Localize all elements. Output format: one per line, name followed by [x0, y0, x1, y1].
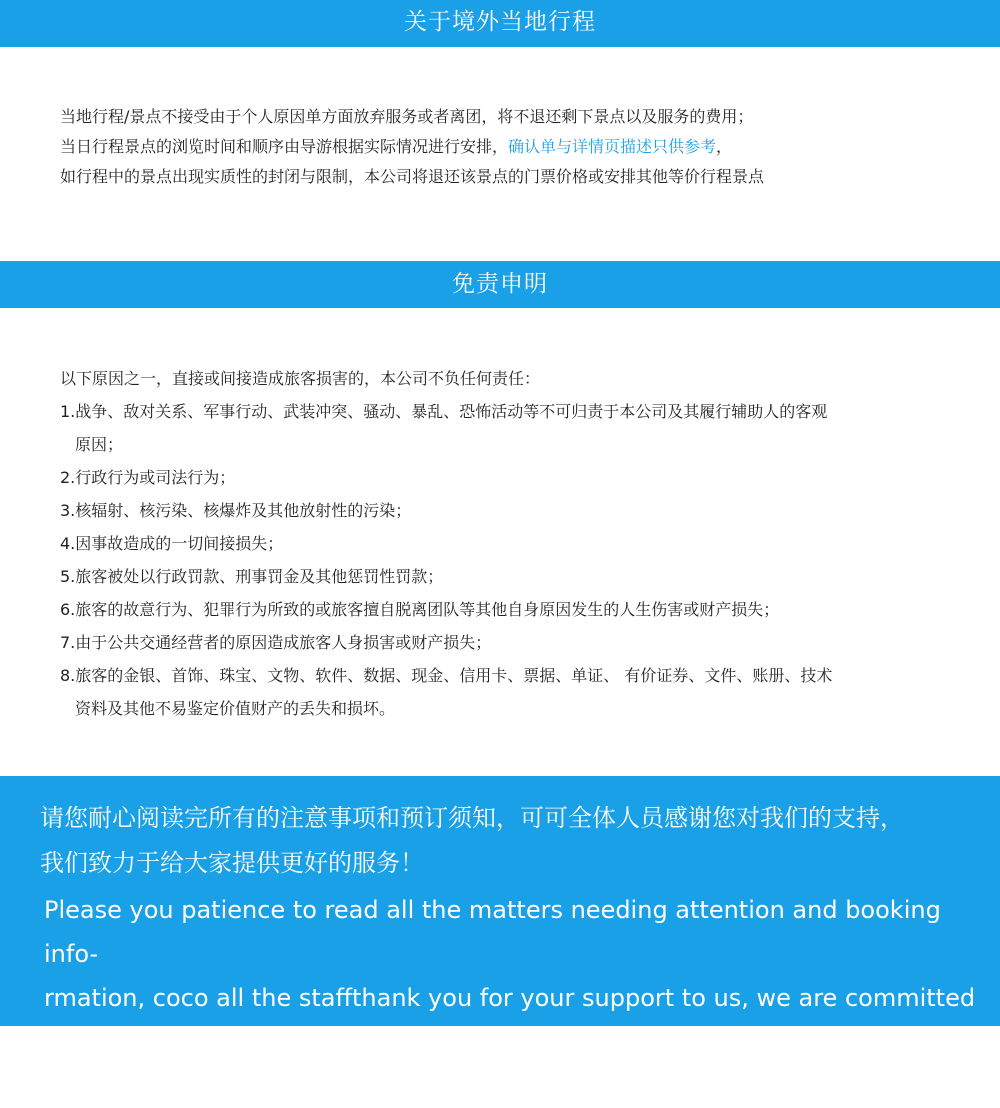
- section-header-local-itinerary: [0, 0, 1000, 47]
- disclaimer-text: [60, 362, 978, 725]
- list-item-continuation: [60, 428, 978, 461]
- list-item: 3.核辐射、核污染、核爆炸及其他放射性的污染；: [60, 501, 412, 520]
- thank-you-message-english: [44, 888, 979, 1108]
- section-header-disclaimer: [0, 261, 1000, 308]
- text-line: 我们致力于给大家提供更好的服务！: [40, 849, 424, 877]
- text-line: 请您耐心阅读完所有的注意事项和预订须知，可可全体人员感谢您对我们的支持，: [40, 804, 904, 832]
- list-item: 6.旅客的故意行为、犯罪行为所致的或旅客擅自脱离团队等其他自身原因发生的人生伤害或财产损失；: [60, 600, 780, 619]
- section-title: 关于境外当地行程: [404, 9, 596, 35]
- local-itinerary-text: [60, 102, 980, 192]
- text-line: [60, 132, 980, 162]
- section-title: 免责申明: [452, 271, 548, 297]
- text-fragment: ，: [716, 137, 733, 156]
- list-item-continuation: [60, 692, 978, 725]
- text-fragment: 资料及其他不易鉴定价值财产的丢失和损坏。: [75, 699, 396, 718]
- text-fragment: 原因；: [75, 435, 124, 454]
- list-item: 5.旅客被处以行政罚款、刑事罚金及其他惩罚性罚款；: [60, 567, 444, 586]
- list-item: 2.行政行为或司法行为；: [60, 468, 236, 487]
- thank-you-message-chinese: [40, 796, 985, 886]
- text-line: Please you patience to read all the matters needing attention and booking info-: [44, 896, 941, 968]
- disclaimer-intro: 以下原因之一，直接或间接造成旅客损害的，本公司不负任何责任：: [60, 369, 541, 388]
- text-fragment: 当日行程景点的浏览时间和顺序由导游根据实际情况进行安排，: [60, 137, 509, 156]
- text-line: rmation, coco all the staffthank you for your support to us, we are committed to: [44, 984, 976, 1056]
- reference-note-link[interactable]: 确认单与详情页描述只供参考: [508, 137, 717, 156]
- list-item: 4.因事故造成的一切间接损失；: [60, 534, 284, 553]
- list-item: 7.由于公共交通经营者的原因造成旅客人身损害或财产损失；: [60, 633, 492, 652]
- list-item: 8.旅客的金银、首饰、珠宝、文物、软件、数据、现金、信用卡、票据、单证、 有价证券、文件、账册、技术: [60, 666, 833, 685]
- text-line: 当地行程/景点不接受由于个人原因单方面放弃服务或者离团，将不退还剩下景点以及服务的费用；: [60, 107, 754, 126]
- thank-you-banner: [0, 776, 1000, 1100]
- text-line: providing better service for all of us!: [44, 1072, 484, 1100]
- list-item: 1.战争、敌对关系、军事行动、武装冲突、骚动、暴乱、恐怖活动等不可归责于本公司及其履行辅助人的客观: [60, 402, 828, 421]
- text-line: 如行程中的景点出现实质性的封闭与限制，本公司将退还该景点的门票价格或安排其他等价行程景点: [60, 167, 765, 186]
